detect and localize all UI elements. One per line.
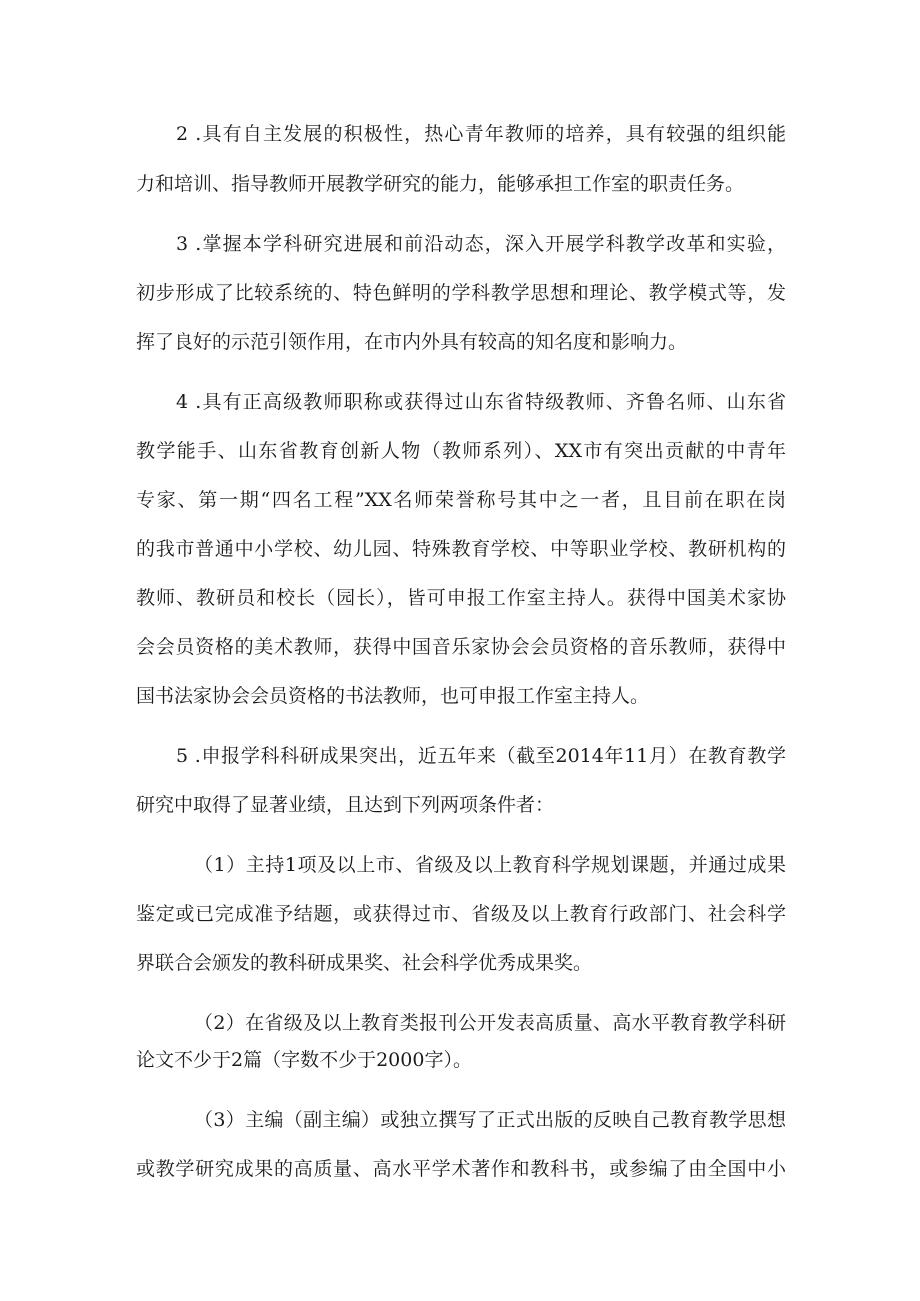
item-4-line-4: 的我市普通中小学校、幼儿园、特殊教育学校、中等职业学校、教研机构的 bbox=[136, 538, 786, 560]
sub-1-line-2: 鉴定或已完成准予结题，或获得过市、省级及以上教育行政部门、社会科学 bbox=[136, 903, 786, 925]
sub-3-line-1: （3）主编（副主编）或独立撰写了正式出版的反映自己教育教学思想 bbox=[194, 1109, 786, 1131]
item-4-line-2: 教学能手、山东省教育创新人物（教师系列）、XX市有突出贡献的中青年 bbox=[136, 440, 786, 462]
item-5-line-2: 研究中取得了显著业绩，且达到下列两项条件者： bbox=[136, 794, 555, 816]
item-3-line-2: 初步形成了比较系统的、特色鲜明的学科教学思想和理论、教学模式等，发 bbox=[136, 282, 786, 304]
item-4-line-5: 教师、教研员和校长（园长），皆可申报工作室主持人。获得中国美术家协 bbox=[136, 587, 786, 609]
item-3-line-1: 3 .掌握本学科研究进展和前沿动态，深入开展学科教学改革和实验， bbox=[176, 233, 786, 255]
item-4-line-3: 专家、第一期“四名工程”XX名师荣誉称号其中之一者，且目前在职在岗 bbox=[136, 489, 786, 511]
sub-2-line-1: （2）在省级及以上教育类报刊公开发表高质量、高水平教育教学科研 bbox=[194, 1012, 786, 1034]
item-3-line-3: 挥了良好的示范引领作用，在市内外具有较高的知名度和影响力。 bbox=[136, 331, 688, 353]
item-4-line-6: 会会员资格的美术教师，获得中国音乐家协会会员资格的音乐教师，获得中 bbox=[136, 636, 786, 658]
item-5-line-1: 5 .申报学科科研成果突出，近五年来（截至2014年11月）在教育教学 bbox=[176, 745, 786, 767]
sub-3-line-2: 或教学研究成果的高质量、高水平学术著作和教科书，或参编了由全国中小 bbox=[136, 1158, 786, 1180]
sub-2-line-2: 论文不少于2篇（字数不少于2000字）。 bbox=[136, 1049, 472, 1071]
sub-1-line-1: （1）主持1项及以上市、省级及以上教育科学规划课题，并通过成果 bbox=[194, 854, 786, 876]
sub-1-line-3: 界联合会颁发的教科研成果奖、社会科学优秀成果奖。 bbox=[136, 952, 593, 974]
item-2-line-1: 2 .具有自主发展的积极性，热心青年教师的培养，具有较强的组织能 bbox=[176, 123, 786, 145]
item-4-line-1: 4 .具有正高级教师职称或获得过山东省特级教师、齐鲁名师、山东省 bbox=[176, 391, 786, 413]
item-4-line-7: 国书法家协会会员资格的书法教师，也可申报工作室主持人。 bbox=[136, 685, 650, 707]
item-2-line-2: 力和培训、指导教师开展教学研究的能力，能够承担工作室的职责任务。 bbox=[136, 173, 745, 195]
